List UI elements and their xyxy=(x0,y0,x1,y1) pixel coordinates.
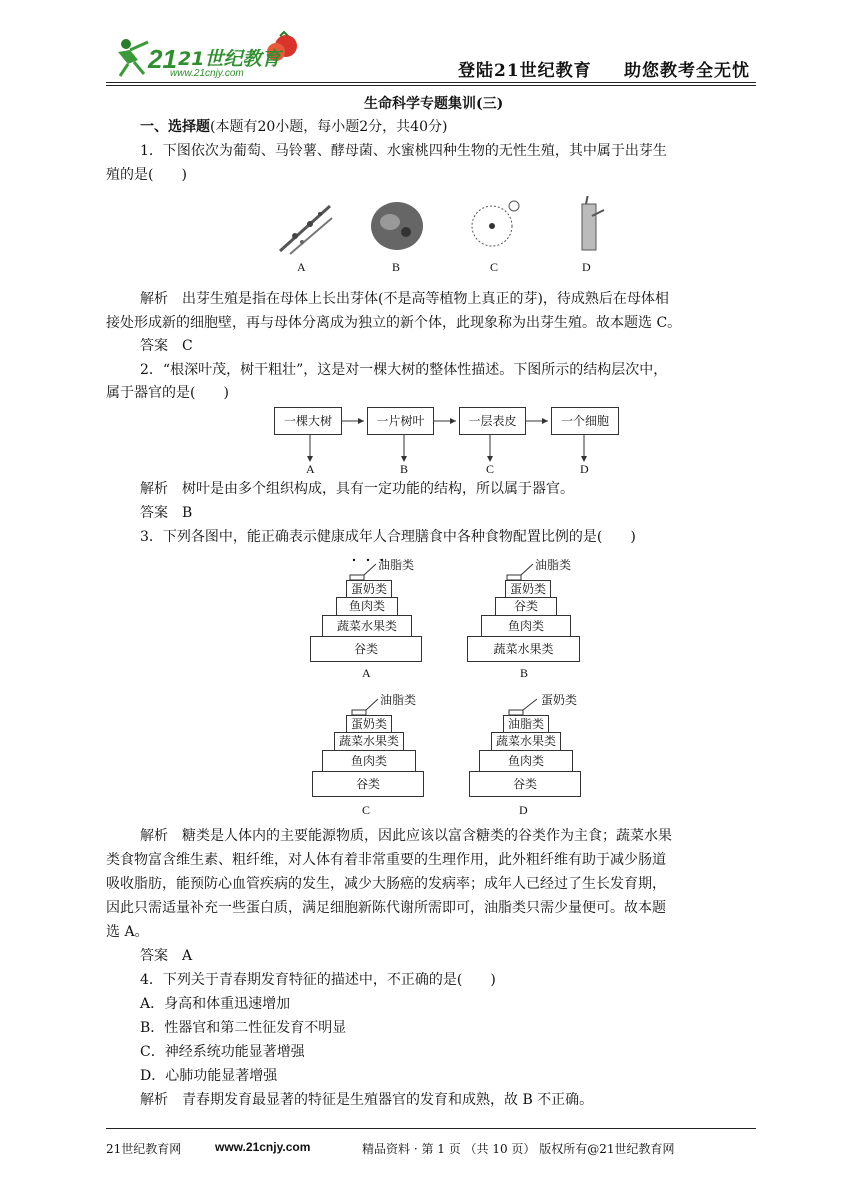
q1-label-d: D xyxy=(582,260,591,274)
pyramid-b xyxy=(467,556,597,681)
q4-stem: 4．下列关于青春期发育特征的描述中，不正确的是( ) xyxy=(140,972,496,988)
q1-analysis-line2: 接处形成新的细胞壁，再与母体分离成为独立的新个体，此现象称为出芽生殖。故本题选 C。 xyxy=(106,315,682,331)
potato-icon xyxy=(371,202,423,250)
flow-box-tree: 一棵大树 xyxy=(274,407,342,435)
svg-text:21: 21 xyxy=(148,44,177,74)
q2-flow-diagram xyxy=(270,404,622,480)
q2-label-c: C xyxy=(486,462,495,476)
header-rule xyxy=(106,82,756,83)
pyramid-c-tier-4: 谷类 xyxy=(312,771,424,797)
q2-analysis: 解析 树叶是由多个组织构成，具有一定功能的结构，所以属于器官。 xyxy=(140,481,574,497)
q3-analysis-line1: 解析 糖类是人体内的主要能源物质，因此应该以富含糖类的谷类作为主食；蔬菜水果 xyxy=(140,828,672,844)
pyramid-d-callout: 蛋奶类 xyxy=(541,693,578,707)
pyramid-a-tier-4: 谷类 xyxy=(310,636,422,662)
section-heading-label: 一、选择题 xyxy=(140,119,210,135)
flow-box-epidermis: 一层表皮 xyxy=(459,407,526,435)
q2-label-d: D xyxy=(580,462,589,476)
page-title: 生命科学专题集训(三) xyxy=(364,96,504,112)
q3-analysis-line4: 因此只需适量补充一些蛋白质，满足细胞新陈代谢所需即可，油脂类只需少量便可。故本题 xyxy=(106,900,666,916)
q3-analysis-line3: 吸收脂肪，能预防心血管疾病的发生，减少大肠癌的发病率；成年人已经过了生长发育期， xyxy=(106,876,666,892)
pyramid-b-tier-4: 蔬菜水果类 xyxy=(467,636,580,662)
logo-text: 21世纪教育 xyxy=(178,48,281,70)
q1-answer: 答案 C xyxy=(140,338,193,354)
pyramid-b-tier-3: 鱼肉类 xyxy=(481,615,571,637)
pyramid-d-tier-3: 鱼肉类 xyxy=(479,750,573,772)
pyramid-c-label: C xyxy=(362,803,371,817)
q4-option-b: B．性器官和第二性征发育不明显 xyxy=(140,1020,347,1036)
q2-answer: 答案 B xyxy=(140,505,193,521)
q4-option-d: D．心肺功能显著增强 xyxy=(140,1068,278,1084)
footer-url[interactable]: www.21cnjy.com xyxy=(215,1140,311,1154)
grape-cutting-icon xyxy=(280,206,332,254)
logo[interactable] xyxy=(108,30,308,82)
q3-analysis-line2: 类食物富含维生素、粗纤维，对人体有着非常重要的生理作用，此外粗纤维有助于减少肠道 xyxy=(106,852,666,868)
pyramid-b-label: B xyxy=(520,666,529,680)
section-heading-note: (本题有20小题，每小题2分，共40分) xyxy=(210,119,448,135)
pyramid-d-tier-4: 谷类 xyxy=(469,771,581,797)
q1-label-c: C xyxy=(490,260,499,274)
yeast-cell-icon xyxy=(472,201,519,246)
footer-site: 21世纪教育网 xyxy=(106,1142,182,1156)
pyramid-c-tier-1: 蛋奶类 xyxy=(346,715,392,733)
flow-box-leaf: 一片树叶 xyxy=(367,407,434,435)
flow-box-cell: 一个细胞 xyxy=(551,407,619,435)
pyramid-d xyxy=(469,691,599,821)
pyramid-d-tier-1: 油脂类 xyxy=(503,715,549,733)
pyramid-d-tier-2: 蔬菜水果类 xyxy=(491,732,561,751)
q3-analysis-line5: 选 A。 xyxy=(106,924,149,940)
peach-graft-icon xyxy=(582,196,604,250)
q1-label-b: B xyxy=(392,260,401,274)
q1-figure xyxy=(270,196,620,276)
footer-rule xyxy=(106,1128,756,1129)
q2-stem-line2: 属于器官的是( ) xyxy=(106,385,229,401)
header-slogan-right: 助您教考全无忧 xyxy=(624,61,750,81)
pyramid-c-tier-2: 蔬菜水果类 xyxy=(334,732,404,751)
pyramid-a-tier-3: 蔬菜水果类 xyxy=(322,615,412,637)
q1-analysis-line1: 解析 出芽生殖是指在母体上长出芽体(不是高等植物上真正的芽)，待成熟后在母体相 xyxy=(140,291,669,307)
section-heading xyxy=(140,115,447,139)
q1-stem-line2: 殖的是( ) xyxy=(106,167,187,183)
pyramid-a xyxy=(310,556,440,681)
pyramid-c-callout: 油脂类 xyxy=(380,693,417,707)
q3-answer: 答案 A xyxy=(140,948,193,964)
q3-stem: 3．下列各图中，能正确表示健康成年人合理膳食中各种食物配置比例的是( ) xyxy=(140,529,636,545)
pyramid-c-tier-3: 鱼肉类 xyxy=(322,750,416,772)
emphasis-dots xyxy=(348,547,398,551)
header-slogan-left: 登陆21世纪教育 xyxy=(458,61,592,81)
pyramid-a-callout: 油脂类 xyxy=(378,558,415,572)
pyramid-d-label: D xyxy=(519,803,528,817)
logo-url: www.21cnjy.com xyxy=(170,68,244,79)
q4-option-c: C．神经系统功能显著增强 xyxy=(140,1044,305,1060)
pyramid-b-tier-2: 谷类 xyxy=(495,597,557,616)
q2-stem-line1: 2．“根深叶茂，树干粗壮”，这是对一棵大树的整体性描述。下图所示的结构层次中， xyxy=(140,362,668,378)
q4-analysis: 解析 青春期发育最显著的特征是生殖器官的发育和成熟，故 B 不正确。 xyxy=(140,1092,594,1108)
pyramid-b-tier-1: 蛋奶类 xyxy=(505,580,551,598)
q1-label-a: A xyxy=(297,260,306,274)
q1-stem-line1: 1．下图依次为葡萄、马铃薯、酵母菌、水蜜桃四种生物的无性生殖，其中属于出芽生 xyxy=(140,143,667,159)
pyramid-b-callout: 油脂类 xyxy=(535,558,572,572)
q4-option-a: A．身高和体重迅速增加 xyxy=(140,996,291,1012)
q2-label-b: B xyxy=(400,462,409,476)
pyramid-a-tier-1: 蛋奶类 xyxy=(346,580,392,598)
q2-label-a: A xyxy=(306,462,315,476)
footer-info: 精品资料 · 第 1 页 （共 10 页） 版权所有@21世纪教育网 xyxy=(362,1142,675,1156)
pyramid-a-tier-2: 鱼肉类 xyxy=(336,597,398,616)
header-rule-thin xyxy=(106,85,756,86)
pyramid-c xyxy=(312,691,442,821)
pyramid-a-label: A xyxy=(362,666,371,680)
